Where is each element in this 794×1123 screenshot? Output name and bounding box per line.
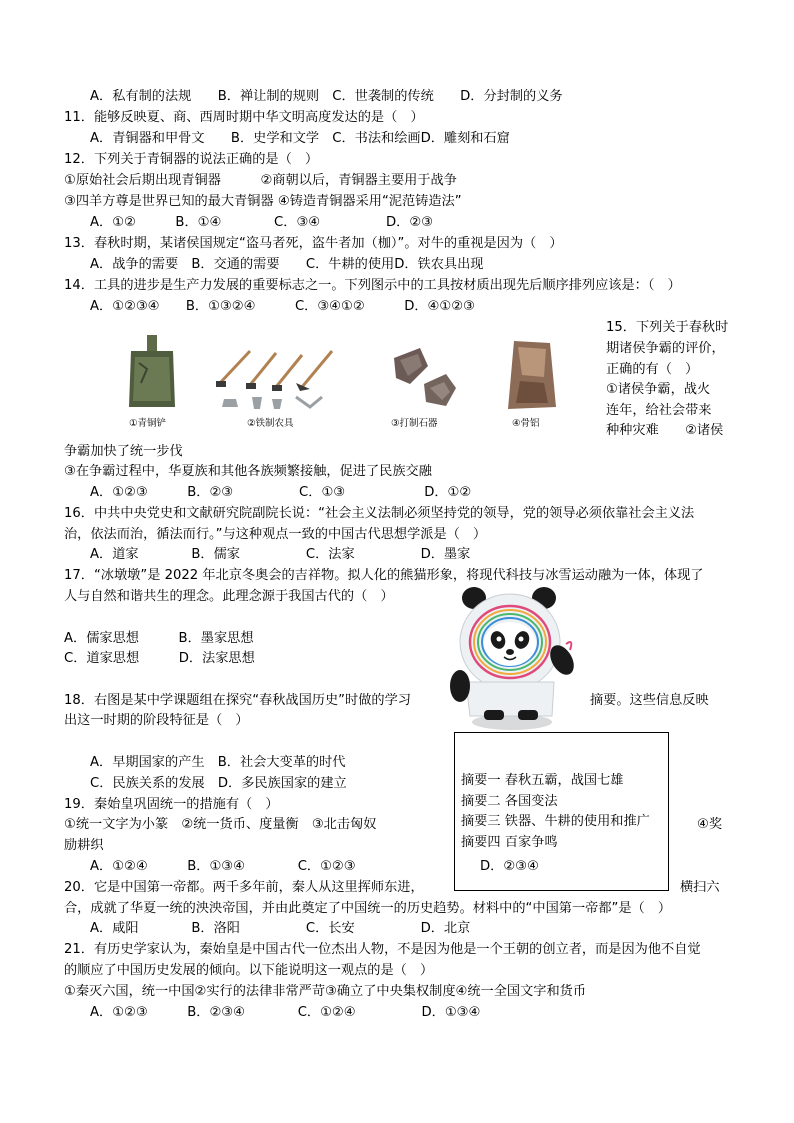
q19-line-1-continued: ④奖	[697, 817, 723, 832]
summary-item: 摘要一 春秋五霸，战国七雄	[461, 773, 624, 788]
q12-options: A．①② B．①④ C．③④ D．②③	[90, 215, 434, 230]
q17-line-1: 17．“冰墩墩”是 2022 年北京冬奥会的吉祥物。拟人化的熊猫形象，将现代科技与冰雪运动融为一体，体现了	[64, 568, 704, 583]
summary-item: 摘要二 各国变法	[461, 794, 558, 809]
q19-line-1: ①统一文字为小篆 ②统一货币、度量衡 ③北击匈奴	[64, 817, 377, 832]
q21-line-2: 的顺应了中国历史发展的倾向。以下能说明这一观点的是（ ）	[64, 963, 434, 978]
bone-tool-image	[500, 337, 562, 413]
chipped-stone-image	[390, 344, 460, 414]
bronze-shovel-image	[125, 333, 181, 413]
q19-options: A．①②④ B．①③④ C．①②③	[90, 859, 356, 874]
q21-line-1: 21．有历史学家认为，秦始皇是中国古代一位杰出人物，不是因为他是一个王朝的创立者，而是因为他不自觉	[64, 942, 701, 957]
q20-line-2: 合，成就了华夏一统的泱泱帝国，并由此奠定了中国统一的历史趋势。材料中的“中国第一帝都”是（ ）	[64, 901, 672, 916]
q21-line-3: ①秦灭六国，统一中国②实行的法律非常严苛③确立了中央集权制度④统一全国文字和货币	[64, 984, 587, 999]
q20-line-1-continued: 横扫六	[680, 880, 720, 895]
q15-line-1: 争霸加快了统一步伐	[64, 444, 183, 459]
q12-stem: 12．下列关于青铜器的说法正确的是（ ）	[64, 152, 319, 167]
q15-side-3: 正确的有（ ）	[606, 362, 699, 377]
q15-line-2: ③在争霸过程中，华夏族和其他各族频繁接触，促进了民族交融	[64, 464, 432, 479]
q20-line-1: 20．它是中国第一帝都。两千多年前，秦人从这里挥师东进，	[64, 880, 424, 895]
caption-bone-tool: ④骨铝	[512, 418, 540, 429]
q11-stem: 11．能够反映夏、商、西周时期中华文明高度发达的是（ ）	[64, 110, 424, 125]
q17-line-2: 人与自然和谐共生的理念。此理念源于我国古代的（ ）	[64, 589, 394, 604]
q18-options-ab: A．早期国家的产生 B．社会大变革的时代	[90, 755, 346, 770]
q18-line-1-continued: 摘要。这些信息反映	[590, 693, 709, 708]
q12-statement-1: ①原始社会后期出现青铜器 ②商朝以后，青铜器主要用于战争	[64, 173, 457, 188]
q13-options: A．战争的需要 B．交通的需要 C．牛耕的使用D．铁农具出现	[90, 257, 484, 272]
q10-options: A．私有制的法规 B．禅让制的规则 C．世袭制的传统 D．分封制的义务	[90, 89, 563, 104]
bing-dwen-dwen-mascot-image	[440, 586, 582, 732]
q12-statement-2: ③四羊方尊是世界已知的最大青铜器 ④铸造青铜器采用“泥范铸造法”	[64, 194, 462, 209]
iron-tools-image	[210, 343, 340, 413]
q13-stem: 13．春秋时期，某诸侯国规定“盗马者死，盗牛者加（枷）”。对牛的重视是因为（ ）	[64, 236, 563, 251]
summary-item: 摘要四 百家争鸣	[461, 835, 558, 850]
q14-stem: 14．工具的进步是生产力发展的重要标志之一。下列图示中的工具按材质出现先后顺序排列应该是：（ ）	[64, 278, 681, 293]
q21-options: A．①②③ B．②③④ C．①②④ D．①③④	[90, 1005, 481, 1020]
q19-stem: 19．秦始皇巩固统一的措施有（ ）	[64, 797, 279, 812]
q18-line-1: 18．右图是某中学课题组在探究“春秋战国历史”时做的学习	[64, 693, 411, 708]
q15-side-6: 种种灾难 ②诸侯	[606, 423, 724, 438]
q17-options-ab: A．儒家思想 B．墨家思想	[64, 631, 254, 646]
caption-iron-tools: ②铁制农具	[247, 418, 294, 429]
q14-options: A．①②③④ B．①③②④ C．③④①② D．④①②③	[90, 299, 475, 314]
q20-options: A．咸阳 B．洛阳 C．长安 D．北京	[90, 921, 471, 936]
caption-chipped-stone: ③打制石器	[391, 418, 438, 429]
q15-side-5: 连年，给社会带来	[606, 403, 712, 418]
q16-line-1: 16．中共中央党史和文献研究院副院长说：“社会主义法制必须坚持党的领导，党的领导必须依靠社会主义法	[64, 506, 695, 521]
q15-side-2: 期诸侯争霸的评价，	[606, 341, 725, 356]
q16-options: A．道家 B．儒家 C．法家 D．墨家	[90, 547, 471, 562]
q15-side-4: ①诸侯争霸，战火	[606, 382, 711, 397]
q17-options-cd: C．道家思想 D．法家思想	[64, 651, 255, 666]
q18-options-cd: C．民族关系的发展 D．多民族国家的建立	[90, 776, 347, 791]
caption-bronze-shovel: ①青铜铲	[129, 418, 167, 429]
q11-options: A．青铜器和甲骨文 B．史学和文学 C．书法和绘画D．雕刻和石窟	[90, 131, 510, 146]
q16-line-2: 治，依法而治，循法而行。”与这种观点一致的中国古代思想学派是（ ）	[64, 527, 487, 542]
q15-options: A．①②③ B．②③ C．①③ D．①②	[90, 485, 472, 500]
q18-line-2: 出这一时期的阶段特征是（ ）	[64, 713, 249, 728]
q15-side-1: 15．下列关于春秋时	[606, 320, 729, 335]
summary-item: 摘要三 铁器、牛耕的使用和推广	[461, 814, 650, 829]
q19-line-2: 励耕织	[64, 838, 104, 853]
q19-option-d: D．②③④	[480, 859, 539, 874]
